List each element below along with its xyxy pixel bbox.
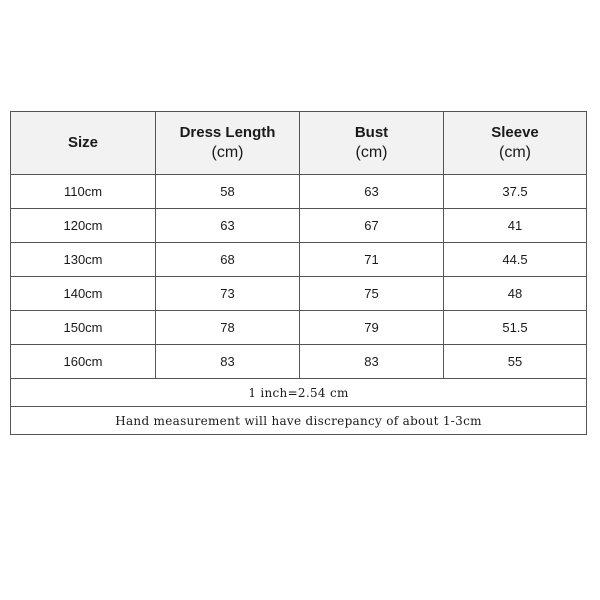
cell-sleeve: 41 — [444, 209, 587, 243]
cell-dress-length: 58 — [156, 175, 300, 209]
table-row — [11, 209, 587, 243]
cell-dress-length: 63 — [156, 209, 300, 243]
size-table — [10, 111, 587, 435]
cell-sleeve: 37.5 — [444, 175, 587, 209]
header-sleeve — [444, 112, 587, 175]
measurement-note-row — [11, 407, 587, 435]
cell-dress-length: 73 — [156, 277, 300, 311]
cell-size: 110cm — [11, 175, 156, 209]
cell-sleeve: 44.5 — [444, 243, 587, 277]
header-size — [11, 112, 156, 175]
cell-dress-length: 83 — [156, 345, 300, 379]
cell-sleeve: 55 — [444, 345, 587, 379]
cell-dress-length: 68 — [156, 243, 300, 277]
header-bust-label: Bust — [354, 124, 389, 141]
cell-bust: 71 — [300, 243, 444, 277]
conversion-note-row — [11, 379, 587, 407]
cell-bust: 75 — [300, 277, 444, 311]
cell-bust: 83 — [300, 345, 444, 379]
table-row — [11, 277, 587, 311]
cell-sleeve: 51.5 — [444, 311, 587, 345]
cell-size: 160cm — [11, 345, 156, 379]
cell-bust: 67 — [300, 209, 444, 243]
header-dress-length-unit: (cm) — [211, 144, 244, 161]
cell-size: 130cm — [11, 243, 156, 277]
size-chart — [10, 111, 586, 435]
cell-size: 120cm — [11, 209, 156, 243]
cell-size: 150cm — [11, 311, 156, 345]
measurement-note: Hand measurement will have discrepancy of about 1-3cm — [11, 407, 587, 435]
header-bust — [300, 112, 444, 175]
cell-bust: 63 — [300, 175, 444, 209]
conversion-note: 1 inch=2.54 cm — [11, 379, 587, 407]
cell-dress-length: 78 — [156, 311, 300, 345]
table-row — [11, 311, 587, 345]
header-dress-length — [156, 112, 300, 175]
cell-sleeve: 48 — [444, 277, 587, 311]
header-dress-length-label: Dress Length — [179, 124, 276, 141]
table-row — [11, 243, 587, 277]
cell-bust: 79 — [300, 311, 444, 345]
table-row — [11, 175, 587, 209]
table-row — [11, 345, 587, 379]
cell-size: 140cm — [11, 277, 156, 311]
header-row — [11, 112, 587, 175]
header-size-label: Size — [67, 134, 98, 151]
header-sleeve-unit: (cm) — [499, 144, 531, 161]
header-sleeve-label: Sleeve — [491, 124, 539, 141]
header-bust-unit: (cm) — [355, 144, 388, 161]
